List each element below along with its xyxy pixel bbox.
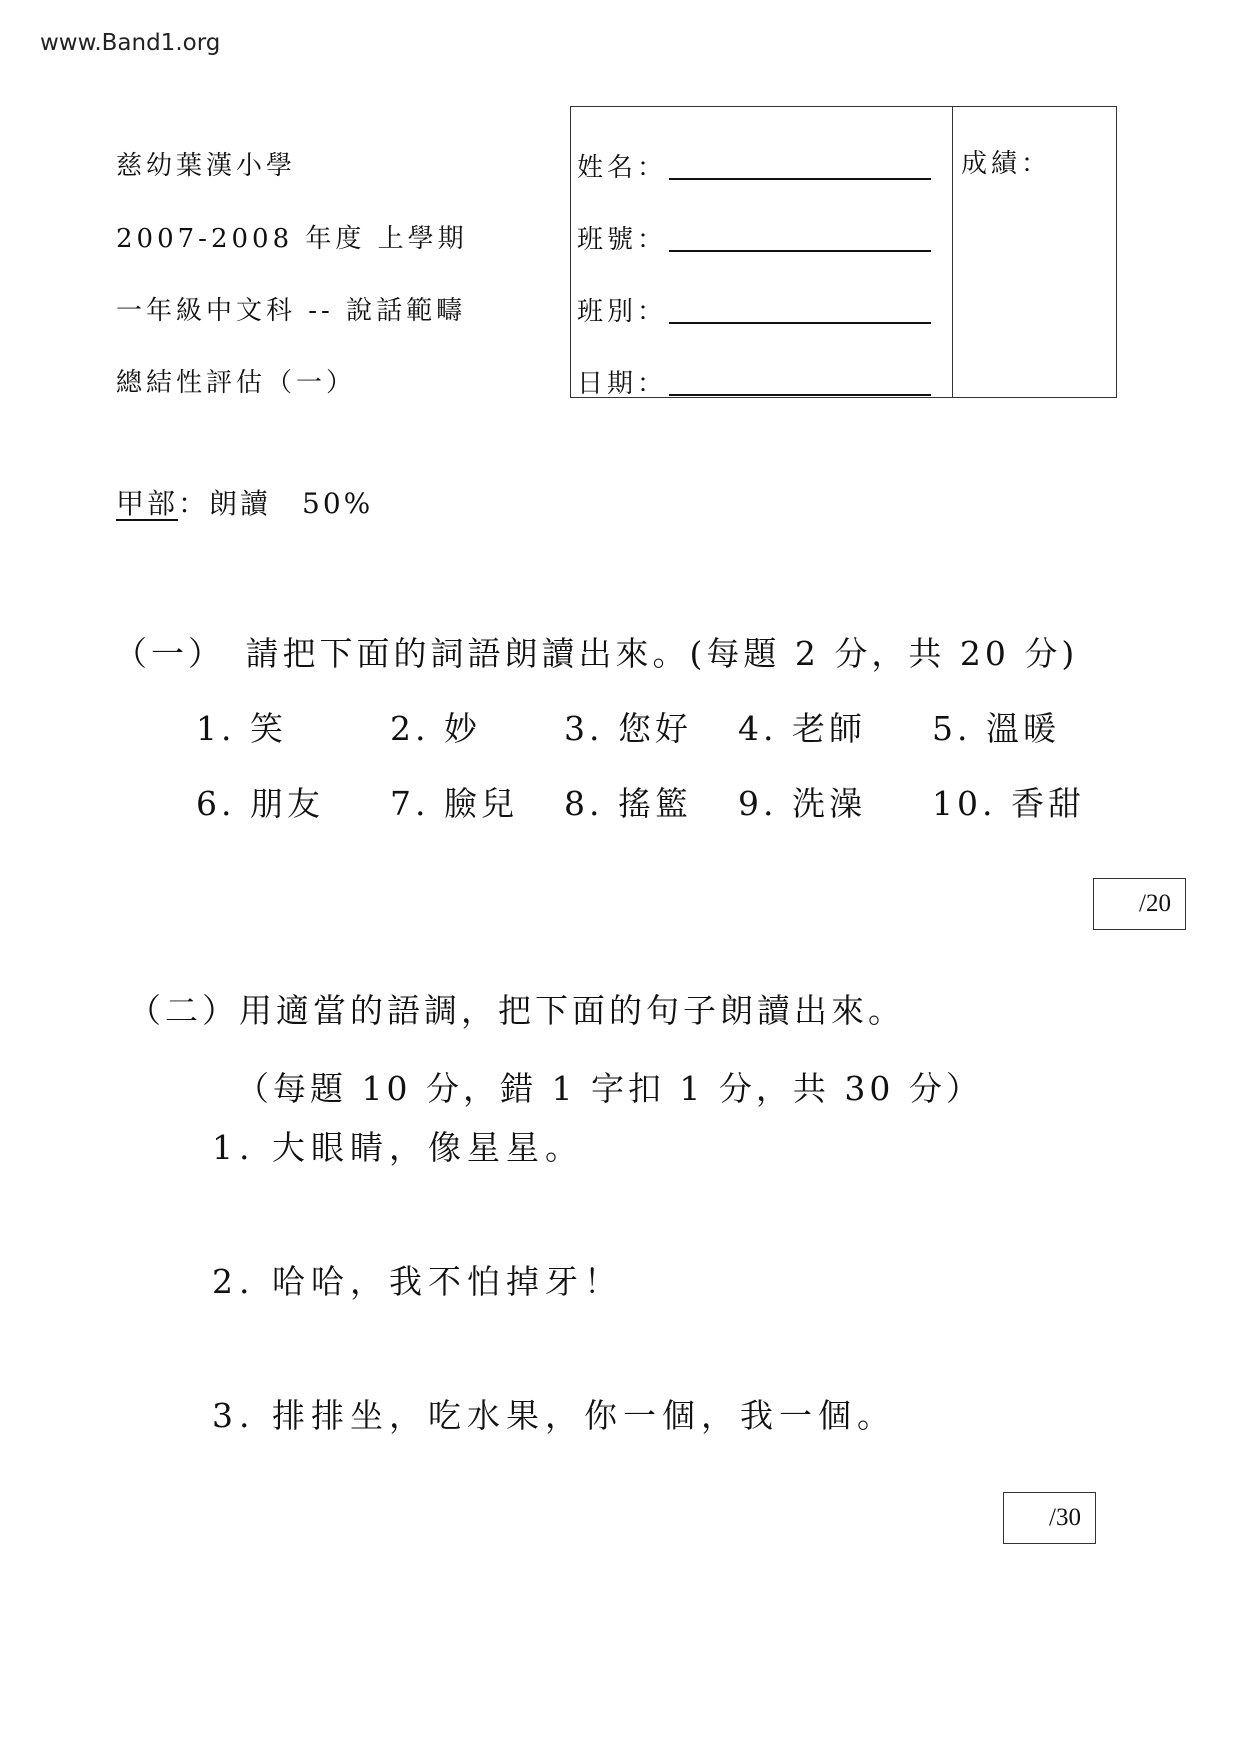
part-a-heading: [116, 482, 373, 522]
class-number-field: [577, 219, 931, 256]
class-number-label: 班號：: [577, 225, 668, 255]
sentence-item: 3. 排排坐，吃水果，你一個，我一個。: [212, 1396, 896, 1435]
school-year: 2007-2008 年度 上學期: [116, 224, 468, 254]
section2-score-box[interactable]: /30: [1003, 1492, 1096, 1544]
word-item: 7. 臉兒: [390, 784, 518, 823]
name-label: 姓名：: [577, 153, 668, 183]
section2-marking: （每題 10 分，錯 1 字扣 1 分，共 30 分）: [236, 1069, 983, 1108]
student-info-box: [570, 106, 1117, 398]
word-item: 10. 香甜: [932, 784, 1085, 823]
date-field: [577, 363, 931, 400]
subject-line: 一年級中文科 -- 說話範疇: [116, 296, 467, 326]
word-item: 1. 笑: [196, 709, 287, 748]
info-box-divider: [952, 107, 953, 397]
score-label: 成績：: [961, 149, 1052, 179]
date-label: 日期：: [577, 369, 668, 399]
part-a-subtitle: ：朗讀 50%: [178, 487, 374, 520]
sentence-item: 1. 大眼睛，像星星。: [212, 1128, 584, 1167]
word-item: 3. 您好: [564, 709, 692, 748]
word-item: 4. 老師: [738, 709, 866, 748]
class-label: 班別：: [577, 297, 668, 327]
word-item: 6. 朋友: [196, 784, 324, 823]
word-item: 2. 妙: [390, 709, 481, 748]
name-blank[interactable]: [669, 176, 931, 180]
site-watermark: www.Band1.org: [40, 30, 221, 56]
class-number-blank[interactable]: [669, 248, 931, 252]
school-name: 慈幼葉漢小學: [116, 151, 297, 181]
word-item: 5. 溫暖: [932, 709, 1060, 748]
word-item: 8. 搖籃: [564, 784, 692, 823]
class-blank[interactable]: [669, 320, 931, 324]
section1-instruction: （一） 請把下面的詞語朗讀出來。(每題 2 分，共 20 分): [114, 634, 1079, 673]
section2-instruction: （二）用適當的語調，把下面的句子朗讀出來。: [128, 991, 905, 1030]
section1-score-box[interactable]: /20: [1093, 878, 1186, 930]
part-a-title: 甲部: [116, 487, 179, 520]
assessment-title: 總結性評估（一）: [116, 368, 357, 398]
name-field: [577, 147, 931, 184]
date-blank[interactable]: [669, 392, 931, 396]
class-field: [577, 291, 931, 328]
word-item: 9. 洗澡: [738, 784, 866, 823]
sentence-item: 2. 哈哈，我不怕掉牙！: [212, 1262, 623, 1301]
